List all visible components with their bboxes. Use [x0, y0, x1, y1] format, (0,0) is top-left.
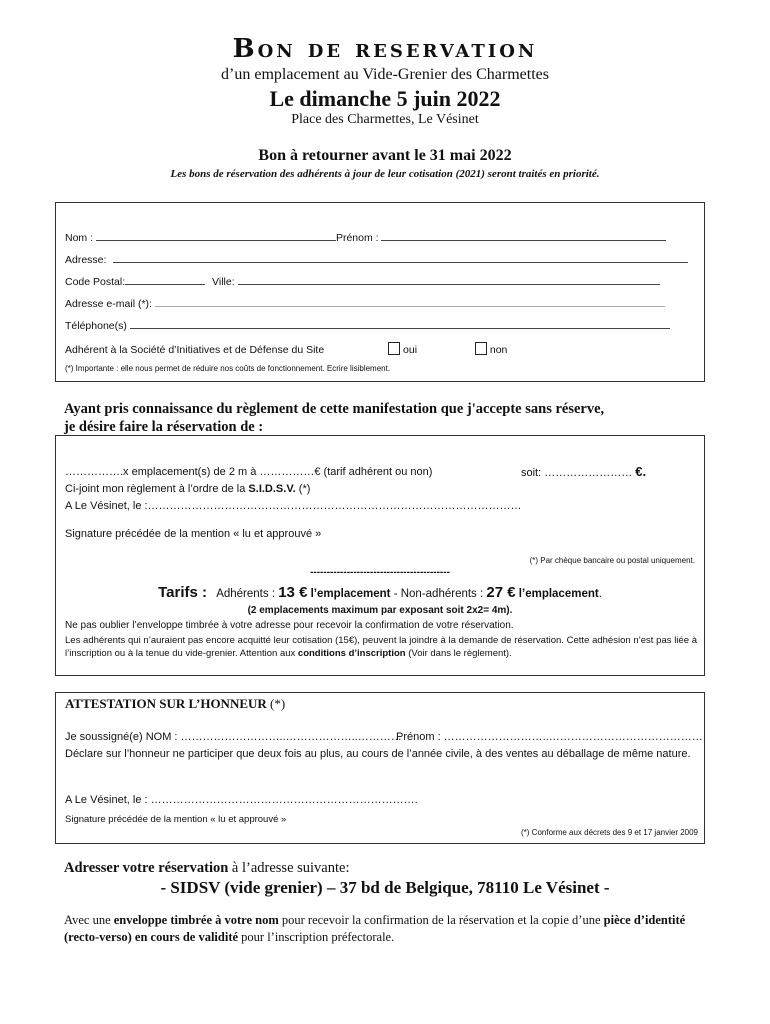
email-label: Adresse e-mail (*):: [65, 298, 152, 310]
oui-label: oui: [403, 344, 418, 356]
final-instructions: [64, 912, 704, 946]
emplacement-line: [65, 466, 432, 478]
adherents-suffix: l’emplacement: [307, 588, 391, 600]
emplacement-text[interactable]: …………….x emplacement(s) de 2 m à ……………€ (tarif adhérent ou non): [65, 466, 433, 478]
attestation-title-row: [65, 696, 285, 712]
ville-field[interactable]: [238, 275, 660, 285]
non-adherents-suffix: l’emplacement: [515, 588, 599, 600]
nom-label: Nom :: [65, 232, 94, 244]
adresse-field[interactable]: [113, 253, 688, 263]
cotisation-note: [65, 634, 697, 660]
adherent-row: [65, 342, 507, 356]
ville-label: Ville:: [212, 276, 235, 288]
final-text-3: pour recevoir la confirmation de la réservation et la copie d’une: [278, 913, 604, 927]
oui-checkbox[interactable]: [388, 342, 400, 355]
soit-text[interactable]: soit: ……………………: [521, 467, 633, 479]
code-postal-field[interactable]: [125, 275, 205, 285]
acceptance-text: [64, 400, 704, 436]
acceptance-line-2: je désire faire la réservation de :: [64, 419, 264, 435]
priority-note: Les bons de réservation des adhérents à jour de leur cotisation (2021) seront traités en priorité.: [170, 168, 600, 180]
non-checkbox[interactable]: [475, 342, 487, 355]
event-date: Le dimanche 5 juin 2022: [269, 86, 501, 111]
address-intro-bold: Adresser votre réservation: [64, 860, 229, 876]
document-title: Bon de reservation: [232, 34, 538, 64]
reglement-suffix: (*): [295, 483, 311, 495]
tarifs-line: Tarifs : Adhérents : 13 € l’emplacement - Non-adhérents : 27 € l’emplacement.: [158, 584, 602, 601]
code-postal-label: Code Postal:: [65, 276, 126, 288]
final-text-1: Avec une: [64, 913, 114, 927]
le-vesinet-date[interactable]: A Le Vésinet, le :…………………………………………………………………………………………: [65, 500, 522, 512]
decree-note: (*) Conforme aux décrets des 9 et 17 janvier 2009: [521, 828, 698, 837]
event-place: Place des Charmettes, Le Vésinet: [291, 112, 479, 127]
attestation-title: ATTESTATION SUR L’HONNEUR: [65, 696, 267, 711]
cheque-note: (*) Par chèque bancaire ou postal uniquement.: [529, 556, 695, 565]
conditions-suffix: (Voir dans le règlement).: [405, 648, 512, 659]
adresse-label: Adresse:: [65, 254, 107, 266]
code-ville-row: [65, 275, 660, 288]
address-intro-rest: à l’adresse suivante:: [228, 860, 350, 876]
attestation-box: [55, 692, 705, 844]
reservation-box: [55, 435, 705, 676]
important-note: (*) Importante : elle nous permet de réduire nos coûts de fonctionnement. Ecrire lisiblement.: [65, 364, 391, 373]
reglement-line: [65, 483, 310, 495]
address-intro: [64, 860, 350, 877]
adherents-price: 13 €: [278, 584, 308, 601]
cotisation-text: Les adhérents qui n’auraient pas encore acquitté leur cotisation (15€), peuvent la joindre à la demande de réservation. Cette adhésion n’est pas liée à l’inscription ou à la tenue du vide-grenier. Attention aux: [65, 635, 697, 659]
email-row: [65, 297, 665, 310]
adresse-row: [65, 253, 688, 266]
tarifs-label: Tarifs :: [158, 584, 207, 601]
enveloppe-note: Ne pas oublier l’enveloppe timbrée à votre adresse pour recevoir la confirmation de votre réservation.: [65, 620, 514, 631]
telephone-field[interactable]: [130, 319, 670, 329]
email-field[interactable]: [155, 297, 665, 307]
adherent-label: Adhérent à la Société d’Initiatives et de Défense du Site: [65, 344, 325, 356]
conditions-bold: conditions d’inscription: [297, 648, 406, 659]
attestation-declaration: Déclare sur l’honneur ne participer que deux fois au plus, au cours de l’année civile, à des ventes au déballage de même nature.: [65, 748, 691, 760]
final-text-5: pour l’inscription préfectorale.: [238, 930, 395, 944]
reglement-org: S.I.D.S.V.: [248, 483, 296, 495]
euro-sign: €.: [635, 464, 647, 479]
attestation-nom-line[interactable]: Je soussigné(e) NOM : ………………………..………………..…………: [65, 731, 402, 743]
document-subtitle: d’un emplacement au Vide-Grenier des Charmettes: [221, 66, 549, 83]
prenom-label: Prénom :: [335, 232, 379, 244]
non-adherents-label: - Non-adhérents :: [390, 588, 487, 600]
adherents-label: Adhérents :: [216, 588, 279, 600]
signature-mention: Signature précédée de la mention « lu et approuvé »: [65, 528, 322, 540]
attestation-le-vesinet[interactable]: A Le Vésinet, le : ……………………………………………………………….: [65, 794, 418, 806]
final-text-4: pièce d’identité (recto-verso) en cours de validité: [64, 913, 686, 944]
mailing-address: - SIDSV (vide grenier) – 37 bd de Belgique, 78110 Le Vésinet -: [160, 878, 610, 897]
telephone-label: Téléphone(s): [65, 320, 127, 332]
final-text-2: enveloppe timbrée à votre nom: [113, 913, 279, 927]
attestation-prenom-line[interactable]: Prénom : ………………………..……………………………………: [396, 731, 703, 743]
soit-line: [521, 464, 646, 479]
max-note: (2 emplacements maximum par exposant soit 2x2= 4m).: [247, 605, 513, 616]
attestation-title-suffix: (*): [266, 696, 286, 711]
attestation-signature: Signature précédée de la mention « lu et approuvé »: [65, 814, 287, 825]
telephone-row: [65, 319, 670, 332]
nom-prenom-row: [65, 231, 666, 244]
reglement-prefix: Ci-joint mon règlement à l’ordre de la: [65, 483, 249, 495]
prenom-field[interactable]: [381, 231, 666, 241]
non-label: non: [489, 344, 508, 356]
separator: ------------------------------------------: [310, 567, 450, 578]
acceptance-line-1: Ayant pris connaissance du règlement de cette manifestation que j'accepte sans réserve,: [64, 401, 605, 417]
non-adherents-price: 27 €: [486, 584, 516, 601]
identity-box: [55, 202, 705, 382]
nom-field[interactable]: [96, 231, 336, 241]
return-deadline: Bon à retourner avant le 31 mai 2022: [258, 147, 512, 164]
